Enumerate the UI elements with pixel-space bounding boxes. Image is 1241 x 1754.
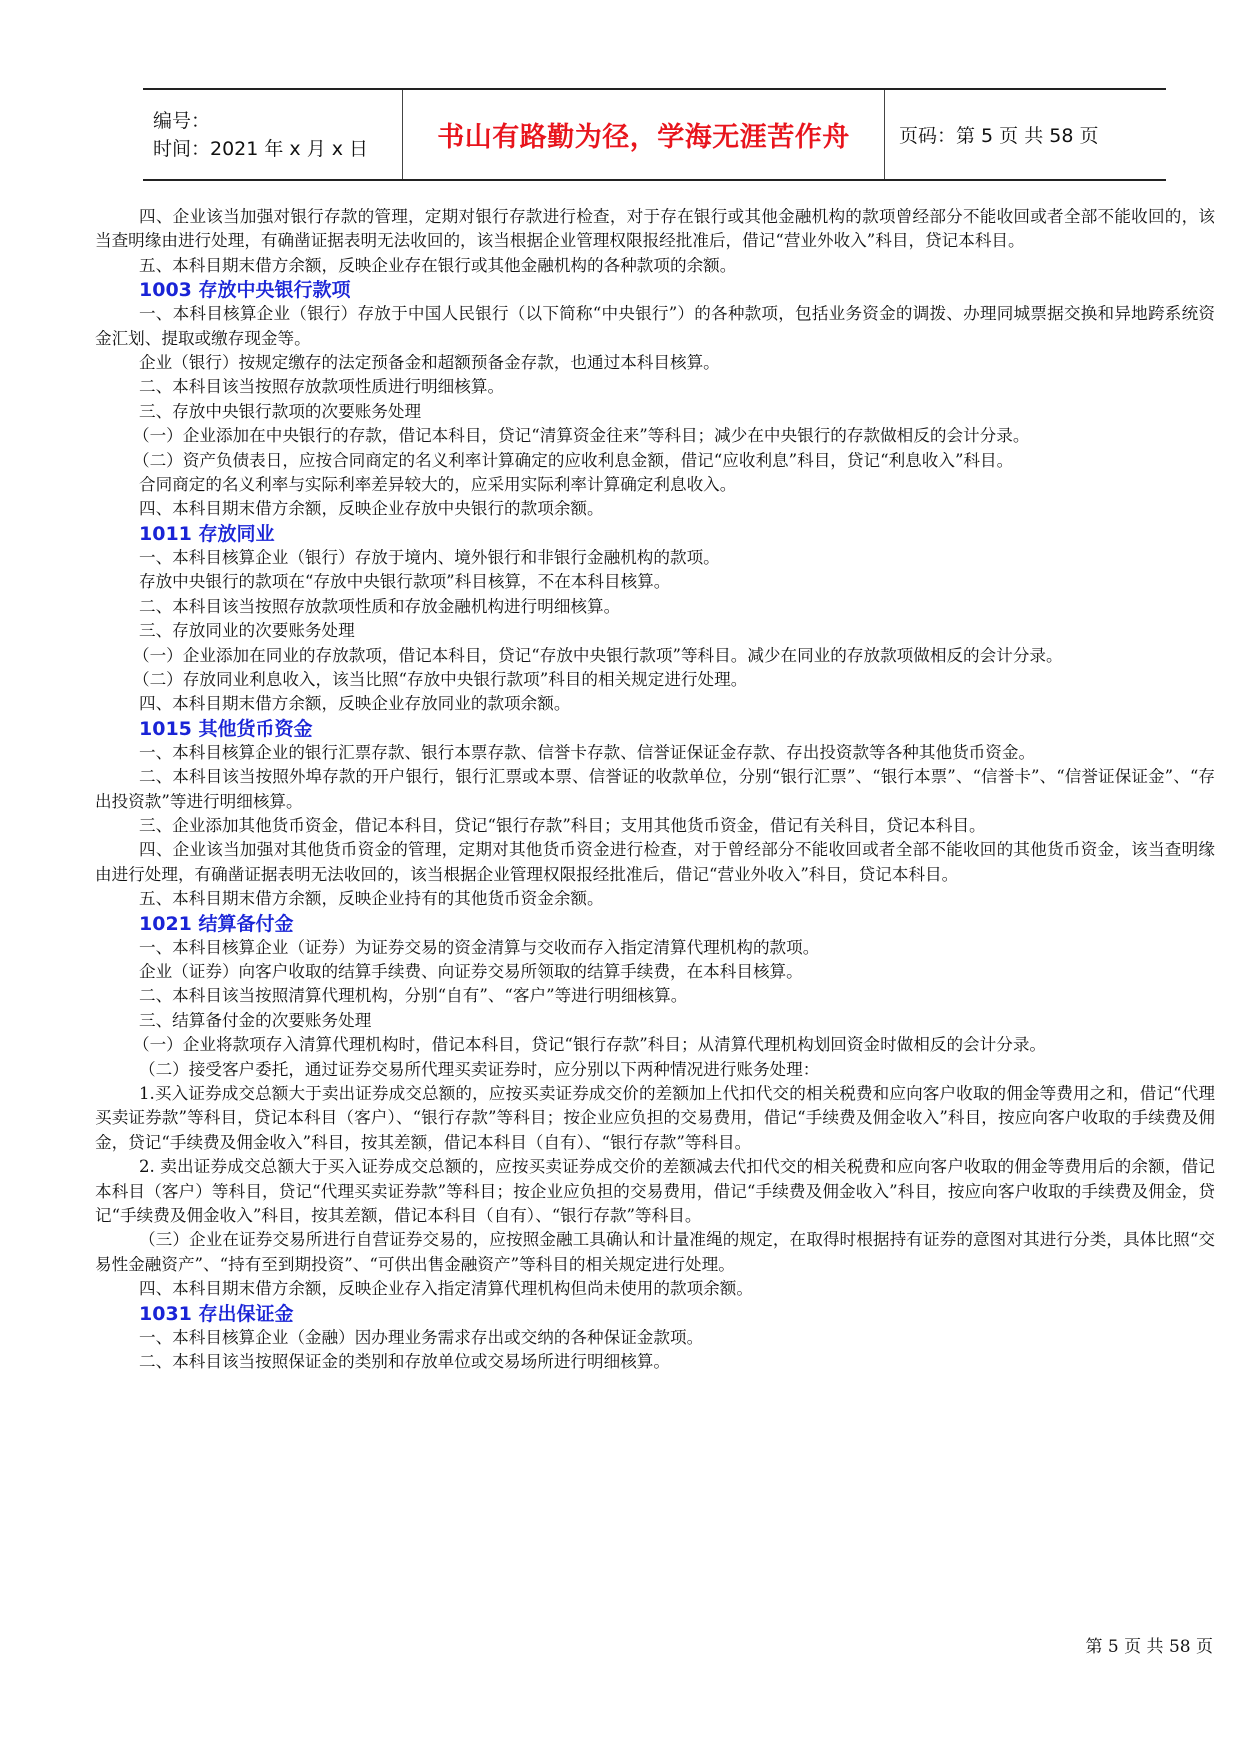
paragraph: 二、本科目该当按照外埠存款的开户银行，银行汇票或本票、信誉证的收款单位，分别“银行汇票”、“银行本票”、“信誉卡”、“信誉证保证金”、“存出投资款”等进行明细核算。: [95, 767, 1215, 811]
paragraph: 一、本科目核算企业的银行汇票存款、银行本票存款、信誉卡存款、信誉证保证金存款、存出投资款等各种其他货币资金。: [139, 742, 1036, 762]
paragraph: 二、本科目该当按照存放款项性质和存放金融机构进行明细核算。: [139, 596, 621, 616]
paragraph: 一、本科目核算企业（银行）存放于中国人民银行（以下简称“中央银行”）的各种款项，包括业务资金的调拨、办理同城票据交换和异地跨系统资金汇划、提取或缴存现金等。: [95, 304, 1215, 348]
paragraph: 企业（银行）按规定缴存的法定预备金和超额预备金存款，也通过本科目核算。: [139, 353, 720, 373]
paragraph: 五、本科目期末借方余额，反映企业存在银行或其他金融机构的各种款项的余额。: [139, 255, 737, 275]
paragraph: （一）企业添加在同业的存放款项，借记本科目，贷记“存放中央银行款项”等科目。减少在同业的存放款项做相反的会计分录。: [133, 645, 1063, 665]
paragraph: 三、存放中央银行款项的次要账务处理: [139, 401, 422, 421]
paragraph: （一）企业将款项存入清算代理机构时，借记本科目，贷记“银行存款”科目；从清算代理机构划回资金时做相反的会计分录。: [133, 1035, 1047, 1055]
paragraph: （二）存放同业利息收入，该当比照“存放中央银行款项”科目的相关规定进行处理。: [133, 669, 748, 689]
paragraph: 三、存放同业的次要账务处理: [139, 621, 355, 641]
paragraph: 二、本科目该当按照清算代理机构，分别“自有”、“客户”等进行明细核算。: [139, 986, 688, 1006]
section-heading: 1031 存出保证金: [139, 1302, 294, 1325]
header-table: [143, 88, 1166, 181]
paragraph: 一、本科目核算企业（银行）存放于境内、境外银行和非银行金融机构的款项。: [139, 547, 720, 567]
motto: [403, 90, 885, 179]
page-footer: [1086, 1632, 1213, 1657]
paragraph: 合同商定的名义利率与实际利率差异较大的，应采用实际利率计算确定利息收入。: [139, 475, 737, 495]
paragraph: 1.买入证券成交总额大于卖出证券成交总额的，应按买卖证券成交价的差额加上代扣代交的相关税费和应向客户收取的佣金等费用之和，借记“代理买卖证券款”等科目，贷记本科目（客户）、“银行存款”等科目；按企业应负担的交易费用，借记“手续费及佣金收入”科目，按应向客户收取的手续费及佣金，贷记“手续费及佣金收入”科目，按其差额，借记本科目（自有）、“银行存款”等科目。: [95, 1084, 1215, 1152]
section-heading: 1011 存放同业: [139, 522, 275, 545]
time-label: 时间：2021 年 x 月 x 日: [153, 137, 369, 160]
paragraph: 二、本科目该当按照存放款项性质进行明细核算。: [139, 377, 505, 397]
paragraph: 四、本科目期末借方余额，反映企业存放中央银行的款项余额。: [139, 499, 604, 519]
paragraph: 四、本科目期末借方余额，反映企业存放同业的款项余额。: [139, 694, 571, 714]
paragraph: 二、本科目该当按照保证金的类别和存放单位或交易场所进行明细核算。: [139, 1352, 670, 1372]
document-body: [95, 205, 1215, 1374]
paragraph: （三）企业在证券交易所进行自营证券交易的，应按照金融工具确认和计量准绳的规定，在取得时根据持有证券的意图对其进行分类，具体比照“交易性金融资产”、“持有至到期投资”、“可供出售金融资产”等科目的相关规定进行处理。: [95, 1230, 1215, 1274]
section-heading: 1021 结算备付金: [139, 912, 294, 935]
paragraph: 企业（证券）向客户收取的结算手续费、向证券交易所领取的结算手续费，在本科目核算。: [139, 961, 803, 981]
paragraph: 一、本科目核算企业（金融）因办理业务需求存出或交纳的各种保证金款项。: [139, 1327, 704, 1347]
section-heading: 1003 存放中央银行款项: [139, 279, 351, 302]
paragraph: （二）资产负债表日，应按合同商定的名义利率计算确定的应收利息金额，借记“应收利息”科目，贷记“利息收入”科目。: [133, 450, 1014, 470]
paragraph: 五、本科目期末借方余额，反映企业持有的其他货币资金余额。: [139, 889, 604, 909]
paragraph: 三、企业添加其他货币资金，借记本科目，贷记“银行存款”科目；支用其他货币资金，借记有关科目，贷记本科目。: [139, 815, 986, 835]
header-page: [885, 90, 1166, 179]
page-label: 页码：第 5 页 共 58 页: [899, 125, 1099, 147]
section-heading: 1015 其他货币资金: [139, 717, 313, 740]
paragraph: 存放中央银行的款项在“存放中央银行款项”科目核算，不在本科目核算。: [139, 572, 671, 592]
paragraph: 一、本科目核算企业（证券）为证券交易的资金清算与交收而存入指定清算代理机构的款项。: [139, 937, 820, 957]
header-meta: [143, 90, 403, 179]
paragraph: 2. 卖出证券成交总额大于买入证券成交总额的，应按买卖证券成交价的差额减去代扣代交的相关税费和应向客户收取的佣金等费用后的余额，借记本科目（客户）等科目，贷记“代理买卖证券款”等科目；按企业应负担的交易费用，借记“手续费及佣金收入”科目，按应向客户收取的手续费及佣金，贷记“手续费及佣金收入”科目，按其差额，借记本科目（自有）、“银行存款”等科目。: [95, 1157, 1215, 1226]
paragraph: 四、本科目期末借方余额，反映企业存入指定清算代理机构但尚未使用的款项余额。: [139, 1279, 753, 1299]
paragraph: 四、企业该当加强对其他货币资金的管理，定期对其他货币资金进行检查，对于曾经部分不能收回或者全部不能收回的其他货币资金，该当查明缘由进行处理，有确凿证据表明无法收回的，该当根据企业管理权限报经批准后，借记“营业外收入”科目，贷记本科目。: [95, 840, 1215, 884]
paragraph: 四、企业该当加强对银行存款的管理，定期对银行存款进行检查，对于存在银行或其他金融机构的款项曾经部分不能收回或者全部不能收回的，该当查明缘由进行处理，有确凿证据表明无法收回的，该当根据企业管理权限报经批准后，借记“营业外收入”科目，贷记本科目。: [95, 207, 1215, 251]
paragraph: 三、结算备付金的次要账务处理: [139, 1010, 372, 1030]
paragraph: （二）接受客户委托，通过证券交易所代理买卖证券时，应分别以下两种情况进行账务处理：: [139, 1059, 820, 1079]
number-label: 编号：: [153, 109, 211, 132]
paragraph: （一）企业添加在中央银行的存款，借记本科目，贷记“清算资金往来”等科目；减少在中央银行的存款做相反的会计分录。: [133, 426, 1030, 446]
motto-text: 书山有路勤为径，学海无涯苦作舟: [437, 122, 850, 153]
footer-page-label: 第 5 页 共 58 页: [1085, 1637, 1213, 1657]
